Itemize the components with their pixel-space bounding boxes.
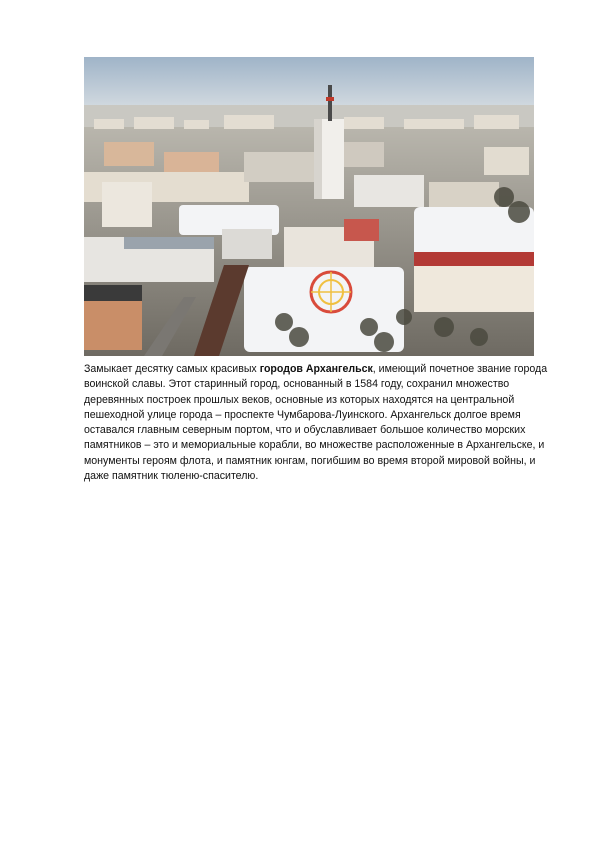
city-aerial-photo	[84, 57, 534, 356]
paragraph-text-start: Замыкает десятку самых красивых	[84, 363, 260, 375]
paragraph-text-rest: , имеющий почетное звание города воинской славы. Этот старинный город, основанный в 1584 году, сохранил множество деревянных построек прошлых веков, основные из которых находятся на центральной пешеходной улице города – проспекте Чумбарова-Луинского. Архангельск долгое время оставался главным северным портом, что и обуславливает большое количество морских памятников – это и мемориальные корабли, во множестве расположенные в Архангельске, и монументы героям флота, и памятник юнгам, погибшим во время второй мировой войны, и даже памятник тюленю-спасителю.	[84, 363, 548, 483]
aerial-city-image	[84, 57, 534, 356]
paragraph-bold-city: городов Архангельск	[259, 363, 373, 375]
ferris-wheel-shape	[311, 272, 351, 312]
body-paragraph	[84, 362, 554, 484]
